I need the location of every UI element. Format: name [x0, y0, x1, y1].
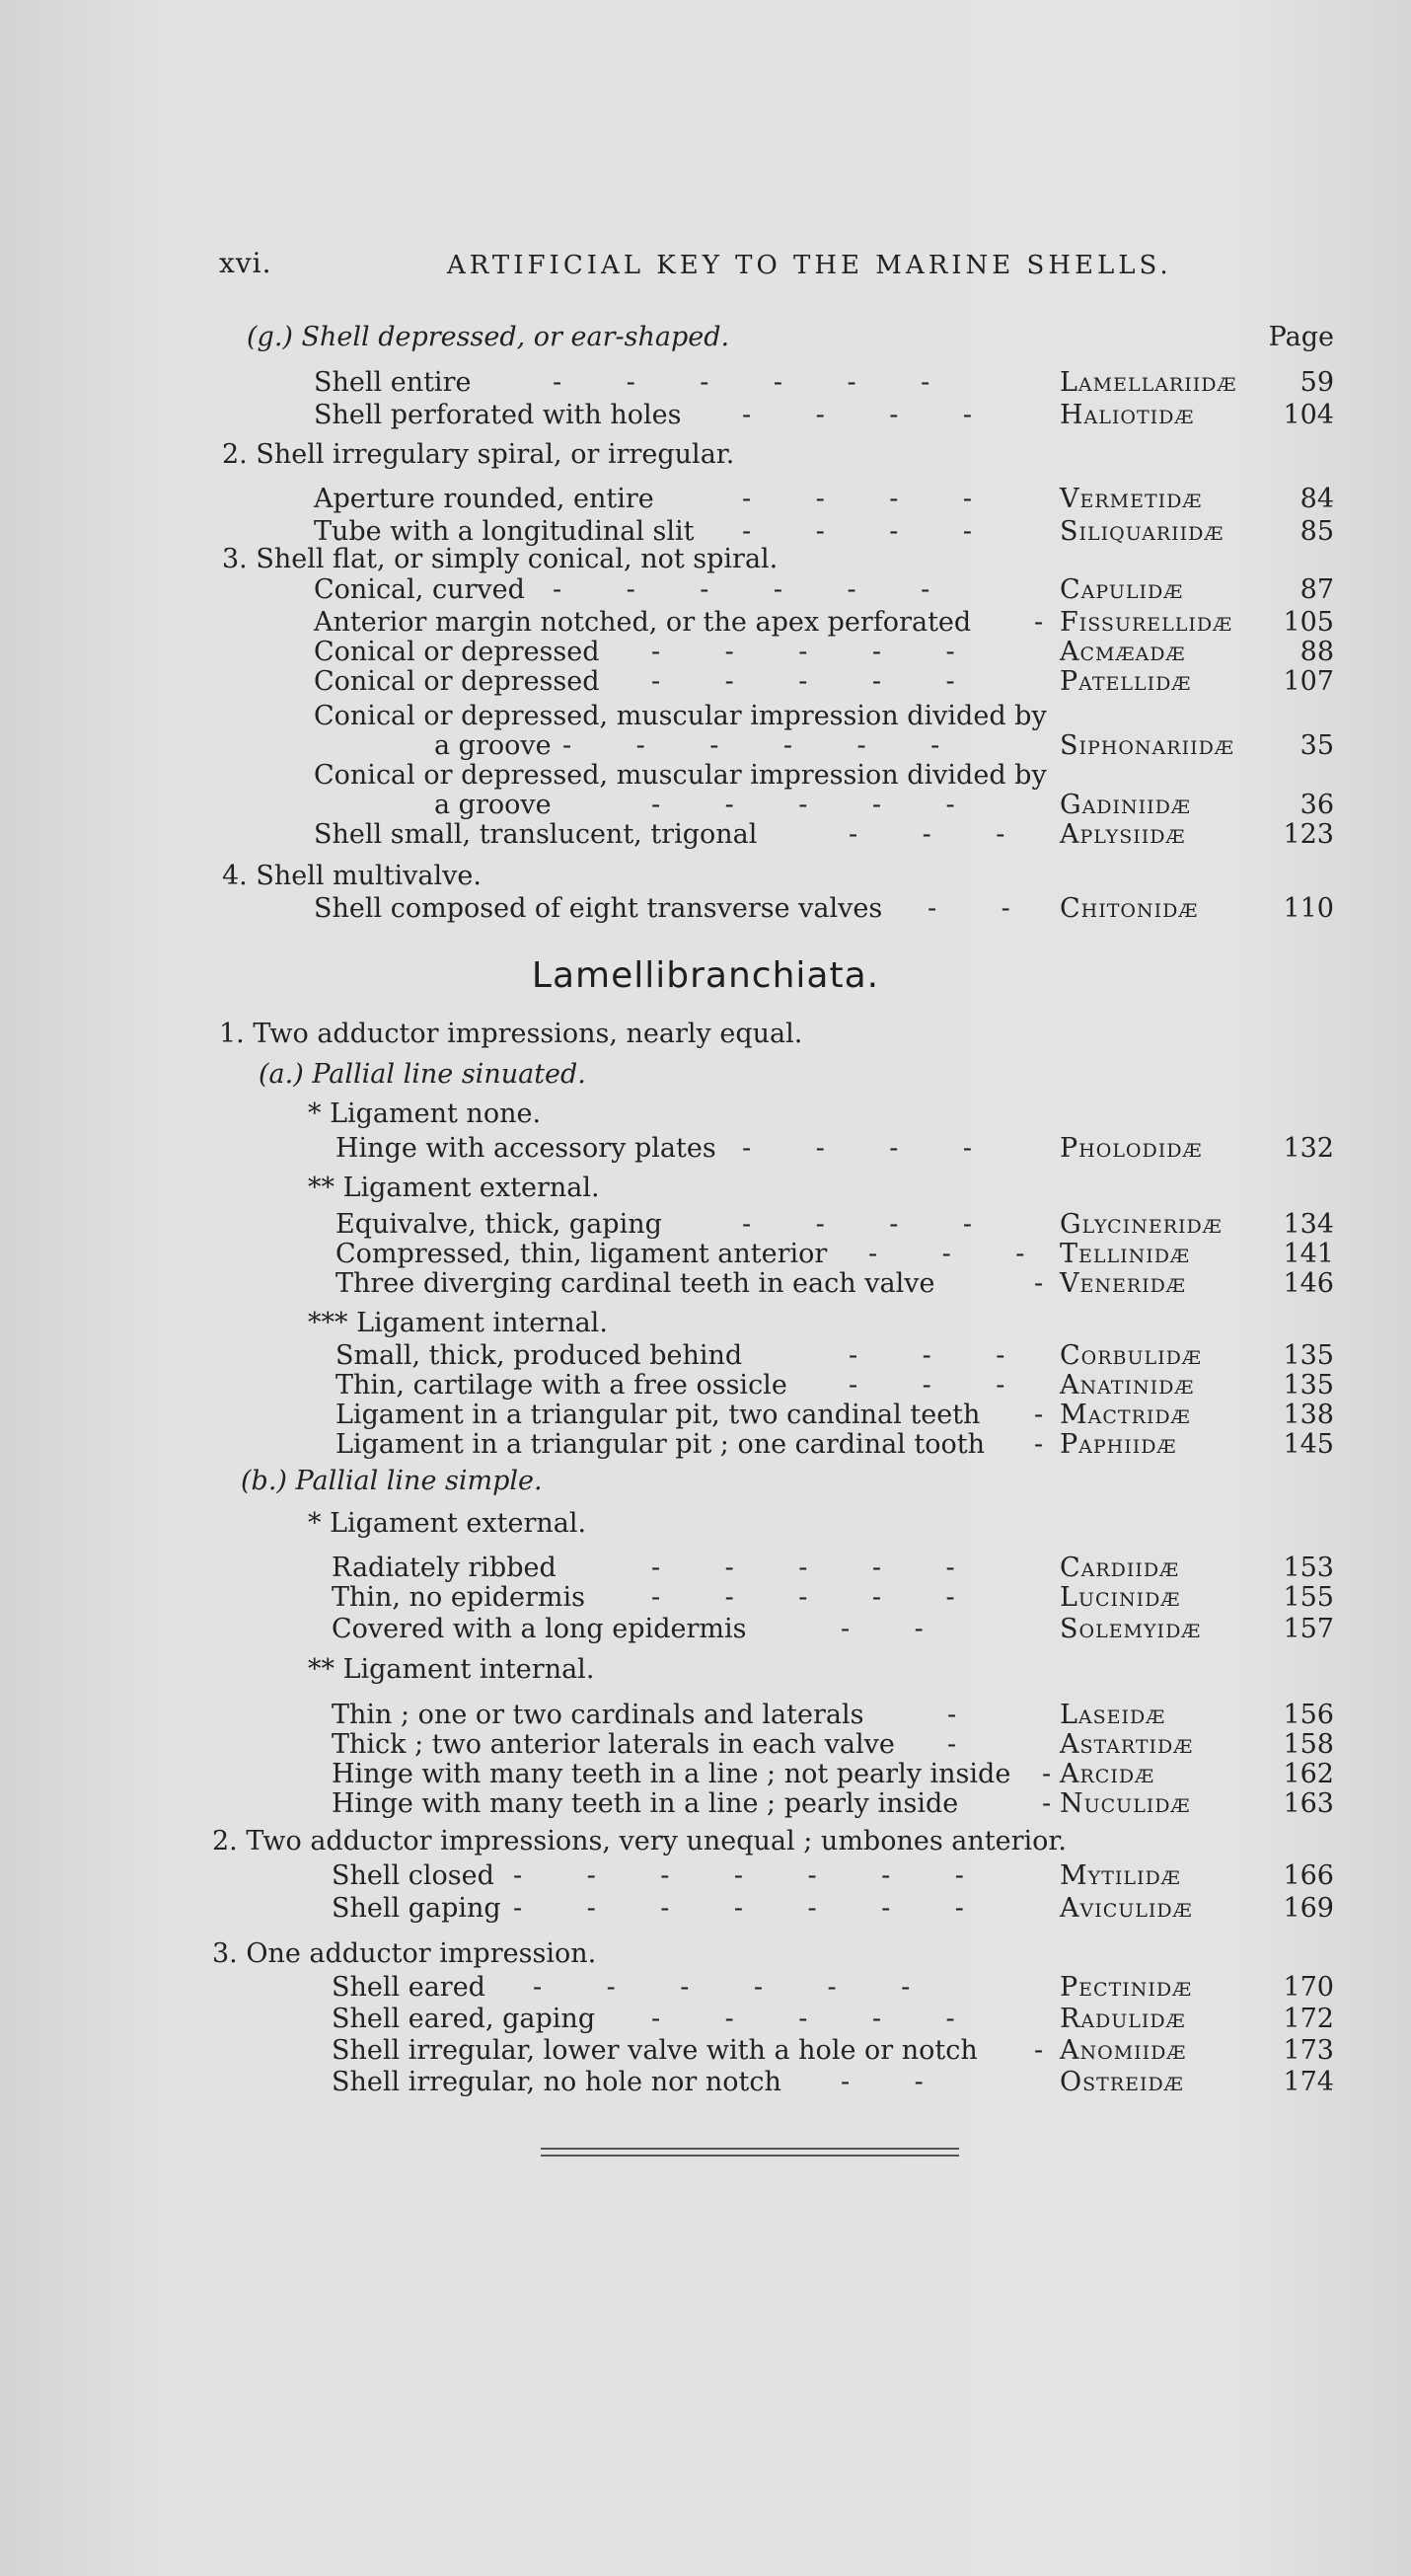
key-entry: Shell closed - - - - - - - Mytilidæ 166	[332, 1860, 1334, 1891]
key-entry: Shell small, translucent, trigonal - - - Aplysiidæ 123	[314, 819, 1334, 850]
key-entry-line: Conical or depressed, muscular impression divided by	[314, 760, 1047, 791]
key-heading: 2. Shell irregulary spiral, or irregular.	[222, 439, 735, 470]
closing-rule	[541, 2155, 959, 2157]
key-heading: 3. Shell flat, or simply conical, not spiral.	[222, 544, 779, 574]
closing-rule	[541, 2148, 959, 2150]
key-entry: Ligament in a triangular pit ; one cardinal tooth - Paphiidæ 145	[335, 1429, 1334, 1460]
key-heading: 2. Two adductor impressions, very unequal ; umbones anterior.	[212, 1826, 1067, 1856]
key-subheading: ** Ligament internal.	[308, 1654, 595, 1685]
key-entry: Three diverging cardinal teeth in each valve - Veneridæ 146	[335, 1268, 1334, 1299]
key-entry: Shell composed of eight transverse valves - - Chitonidæ 110	[314, 893, 1334, 924]
key-entry: Ligament in a triangular pit, two candinal teeth - Mactridæ 138	[335, 1400, 1334, 1430]
key-entry: Conical or depressed - - - - - Patellidæ 107	[314, 666, 1334, 697]
page-column-heading: Page	[1268, 322, 1334, 352]
key-entry: Anterior margin notched, or the apex perforated - Fissurellidæ 105	[314, 607, 1334, 638]
key-entry: Hinge with accessory plates - - - - Pholodidæ 132	[335, 1133, 1334, 1164]
page-number: xvi.	[219, 247, 272, 279]
key-entry: Shell eared - - - - - - Pectinidæ 170	[332, 1972, 1334, 2003]
key-entry: a groove - - - - - Gadiniidæ 36	[434, 790, 1334, 820]
key-entry: Thin ; one or two cardinals and laterals - Laseidæ 156	[332, 1700, 1334, 1730]
key-subheading: * Ligament none.	[308, 1099, 542, 1129]
key-entry: Hinge with many teeth in a line ; not pearly inside - Arcidæ 162	[332, 1759, 1334, 1789]
key-entry: Conical, curved - - - - - - Capulidæ 87	[314, 574, 1334, 605]
key-subheading: * Ligament external.	[308, 1508, 587, 1539]
key-entry: Tube with a longitudinal slit - - - - Siliquariidæ 85	[314, 516, 1334, 547]
key-subheading: ** Ligament external.	[308, 1173, 600, 1203]
key-entry: Conical or depressed - - - - - Acmæadæ 88	[314, 637, 1334, 667]
running-title: ARTIFICIAL KEY TO THE MARINE SHELLS.	[447, 251, 1172, 280]
key-heading-a: (a.) Pallial line sinuated.	[259, 1059, 586, 1090]
key-subheading: *** Ligament internal.	[308, 1308, 608, 1338]
key-entry: Shell gaping - - - - - - - Aviculidæ 169	[332, 1893, 1334, 1924]
key-heading: 1. Two adductor impressions, nearly equal.	[219, 1019, 803, 1049]
running-header	[0, 247, 1411, 286]
key-entry: Small, thick, produced behind - - - Corbulidæ 135	[335, 1340, 1334, 1371]
key-entry: Shell irregular, no hole nor notch - - Ostreidæ 174	[332, 2067, 1334, 2097]
key-entry: Hinge with many teeth in a line ; pearly inside - Nuculidæ 163	[332, 1788, 1334, 1819]
key-entry: Covered with a long epidermis - - Solemyidæ 157	[332, 1614, 1334, 1644]
key-entry-line: Conical or depressed, muscular impression divided by	[314, 701, 1047, 731]
key-entry: Shell eared, gaping - - - - - Radulidæ 172	[332, 2004, 1334, 2034]
key-entry: Compressed, thin, ligament anterior - - - Tellinidæ 141	[335, 1239, 1334, 1269]
key-heading: 4. Shell multivalve.	[222, 861, 482, 891]
key-entry: Thin, no epidermis - - - - - Lucinidæ 155	[332, 1582, 1334, 1613]
key-entry: Shell perforated with holes - - - - Haliotidæ 104	[314, 400, 1334, 430]
key-heading: 3. One adductor impression.	[212, 1938, 597, 1969]
key-entry: Shell irregular, lower valve with a hole or notch - Anomiidæ 173	[332, 2035, 1334, 2066]
key-entry: Equivalve, thick, gaping - - - - Glycineridæ 134	[335, 1209, 1334, 1240]
key-heading-b: (b.) Pallial line simple.	[241, 1466, 543, 1496]
key-entry: Radiately ribbed - - - - - Cardiidæ 153	[332, 1553, 1334, 1583]
key-entry: Thick ; two anterior laterals in each valve - Astartidæ 158	[332, 1729, 1334, 1760]
key-entry: Aperture rounded, entire - - - - Vermetidæ 84	[314, 484, 1334, 514]
section-title: Lamellibranchiata.	[531, 955, 880, 996]
key-entry: a groove - - - - - - Siphonariidæ 35	[434, 730, 1334, 761]
key-entry: Thin, cartilage with a free ossicle - - - Anatinidæ 135	[335, 1370, 1334, 1401]
key-entry: Shell entire - - - - - - Lamellariidæ 59	[314, 367, 1334, 398]
key-heading-g: (g.) Shell depressed, or ear-shaped. Page	[247, 322, 1334, 352]
